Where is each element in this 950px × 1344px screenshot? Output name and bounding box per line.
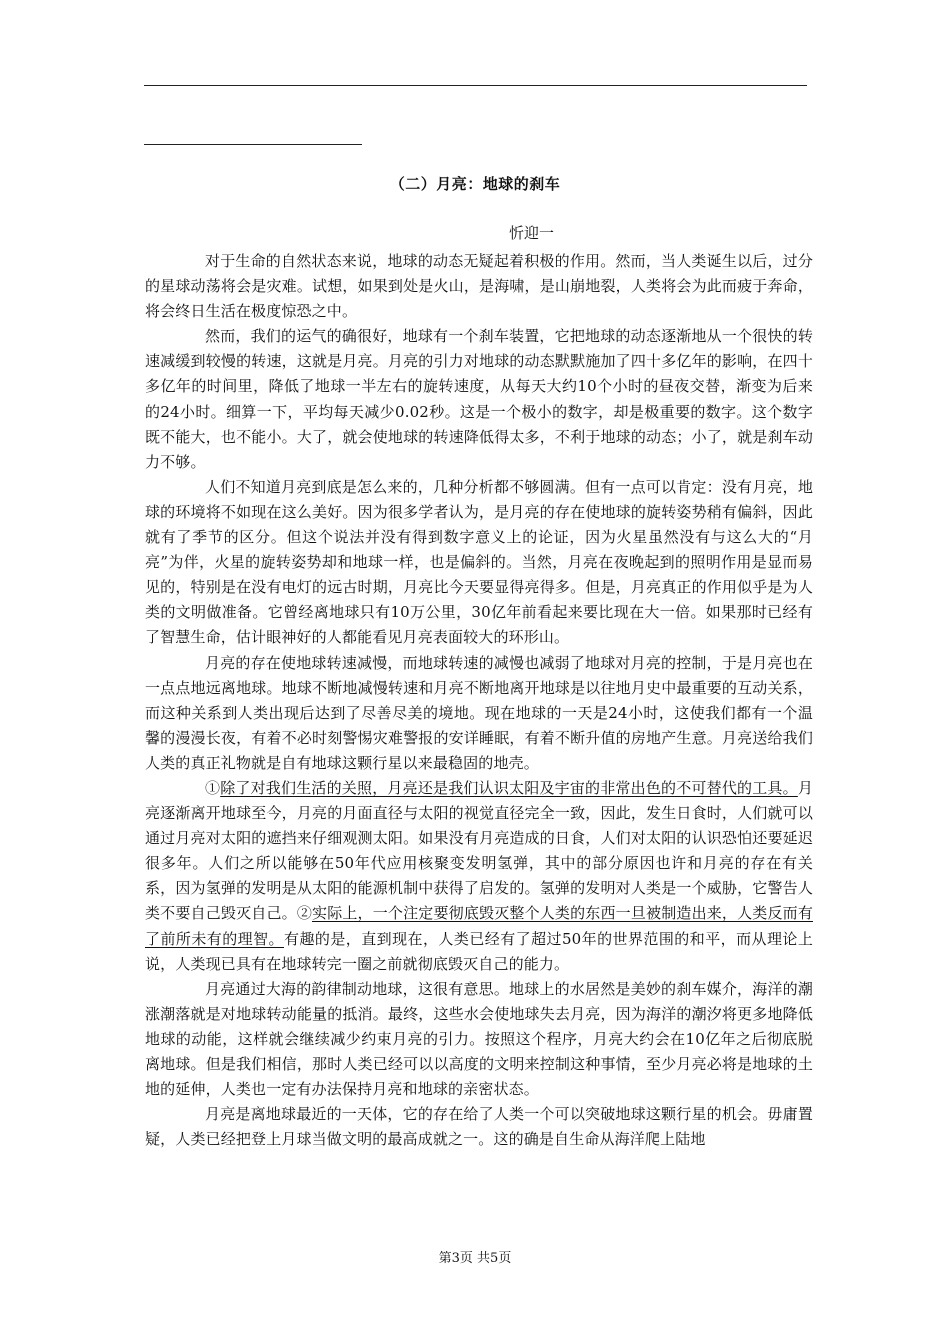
paragraph-7	[145, 1102, 813, 1152]
paragraph-text: 然而，我们的运气的确很好，地球有一个刹车装置，它把地球的动态逐渐地从一个很快的转速减缓到较慢的转速，这就是月亮。月亮的引力对地球的动态默默施加了四十多亿年的影响，在四十多亿年的时间里，降低了地球一半左右的旋转速度，从每天大约10个小时的昼夜交替，渐变为后来的24小时。细算一下，平均每天减少0.02秒。这是一个极小的数字，却是极重要的数字。这个数字既不能大，也不能小。大了，就会使地球的转速降低得太多，不利于地球的动态；小了，就是刹车动力不够。	[145, 327, 813, 471]
answer-line-short	[144, 144, 362, 145]
article-body	[145, 249, 813, 1152]
underlined-sentence-1: 除了对我们生活的关照，月亮还是我们认识太阳及宇宙的非常出色的不可替代的工具。	[220, 778, 798, 797]
paragraph-4	[145, 651, 813, 776]
paragraph-6	[145, 977, 813, 1102]
paragraph-5	[145, 776, 813, 977]
paragraph-3	[145, 475, 813, 651]
paragraph-text: 有趣的是，直到现在，人类已经有了超过50年的世界范围的和平，而从理论上说，人类现已具有在地球转完一圈之前就彻底毁灭自己的能力。	[145, 929, 814, 973]
paragraph-1	[145, 249, 813, 324]
answer-line-long	[144, 85, 807, 86]
underlined-sentence-2: 实际上，一个注定要彻底毁灭整个人类的东西一旦被制造出来，人类反而有了前所未有的理智。	[145, 904, 813, 948]
marker-1: ①	[205, 778, 221, 797]
paragraph-2	[145, 324, 813, 475]
paragraph-text: 人们不知道月亮到底是怎么来的，几种分析都不够圆满。但有一点可以肯定：没有月亮，地球的环境将不如现在这么美好。因为很多学者认为，是月亮的存在使地球的旋转姿势稍有偏斜，因此就有了季节的区分。但这个说法并没有得到数字意义上的论证，因为火星虽然没有与这么大的“月亮”为伴，火星的旋转姿势却和地球一样，也是偏斜的。当然，月亮在夜晚起到的照明作用是显而易见的，特别是在没有电灯的远古时期，月亮比今天要显得亮得多。但是，月亮真正的作用似乎是为人类的文明做准备。它曾经离地球只有10万公里，30亿年前看起来要比现在大一倍。如果那时已经有了智慧生命，估计眼神好的人都能看见月亮表面较大的环形山。	[145, 477, 813, 647]
paragraph-text: 月亮的存在使地球转速减慢，而地球转速的减慢也减弱了地球对月亮的控制，于是月亮也在一点点地远离地球。地球不断地减慢转速和月亮不断地离开地球是以往地月史中最重要的互动关系，而这种关系到人类出现后达到了尽善尽美的境地。现在地球的一天是24小时，这使我们都有一个温馨的漫漫长夜，有着不必时刻警惕灾难警报的安详睡眠，有着不断升值的房地产生意。月亮送给我们人类的真正礼物就是自有地球这颗行星以来最稳固的地壳。	[145, 653, 813, 772]
author-name: 忻迎一	[509, 224, 555, 242]
paragraph-text: 月亮通过大海的韵律制动地球，这很有意思。地球上的水居然是美妙的刹车媒介，海洋的潮涨潮落就是对地球转动能量的抵消。最终，这些水会使地球失去月亮，因为海洋的潮汐将更多地降低地球的动能，这样就会继续减少约束月亮的引力。按照这个程序，月亮大约会在10亿年之后彻底脱离地球。但是我们相信，那时人类已经可以以高度的文明来控制这种事情，至少月亮必将是地球的土地的延伸，人类也一定有办法保持月亮和地球的亲密状态。	[145, 979, 813, 1099]
paragraph-text: 对于生命的自然状态来说，地球的动态无疑起着积极的作用。然而，当人类诞生以后，过分的星球动荡将会是灾难。试想，如果到处是火山，是海啸，是山崩地裂，人类将会为此而疲于奔命，将会终日生活在极度惊恐之中。	[145, 252, 813, 321]
paragraph-text: 月亮逐渐离开地球至今，月亮的月面直径与太阳的视觉直径完全一致，因此，发生日食时，人们就可以通过月亮对太阳的遮挡来仔细观测太阳。如果没有月亮造成的日食，人们对太阳的认识恐怕还要延迟很多年。人们之所以能够在50年代应用核聚变发明氢弹，其中的部分原因也许和月亮的存在有关系，因为氢弹的发明是从太阳的能源机制中获得了启发的。氢弹的发明对人类是一个威胁，它警告人类不要自己毁灭自己。②	[145, 778, 813, 923]
paragraph-text: 月亮是离地球最近的一天体，它的存在给了人类一个可以突破地球这颗行星的机会。毋庸置疑，人类已经把登上月球当做文明的最高成就之一。这的确是自生命从海洋爬上陆地	[145, 1105, 813, 1149]
page-footer: 第3页 共5页	[438, 1251, 512, 1266]
section-title: （二）月亮：地球的刹车	[389, 175, 561, 193]
